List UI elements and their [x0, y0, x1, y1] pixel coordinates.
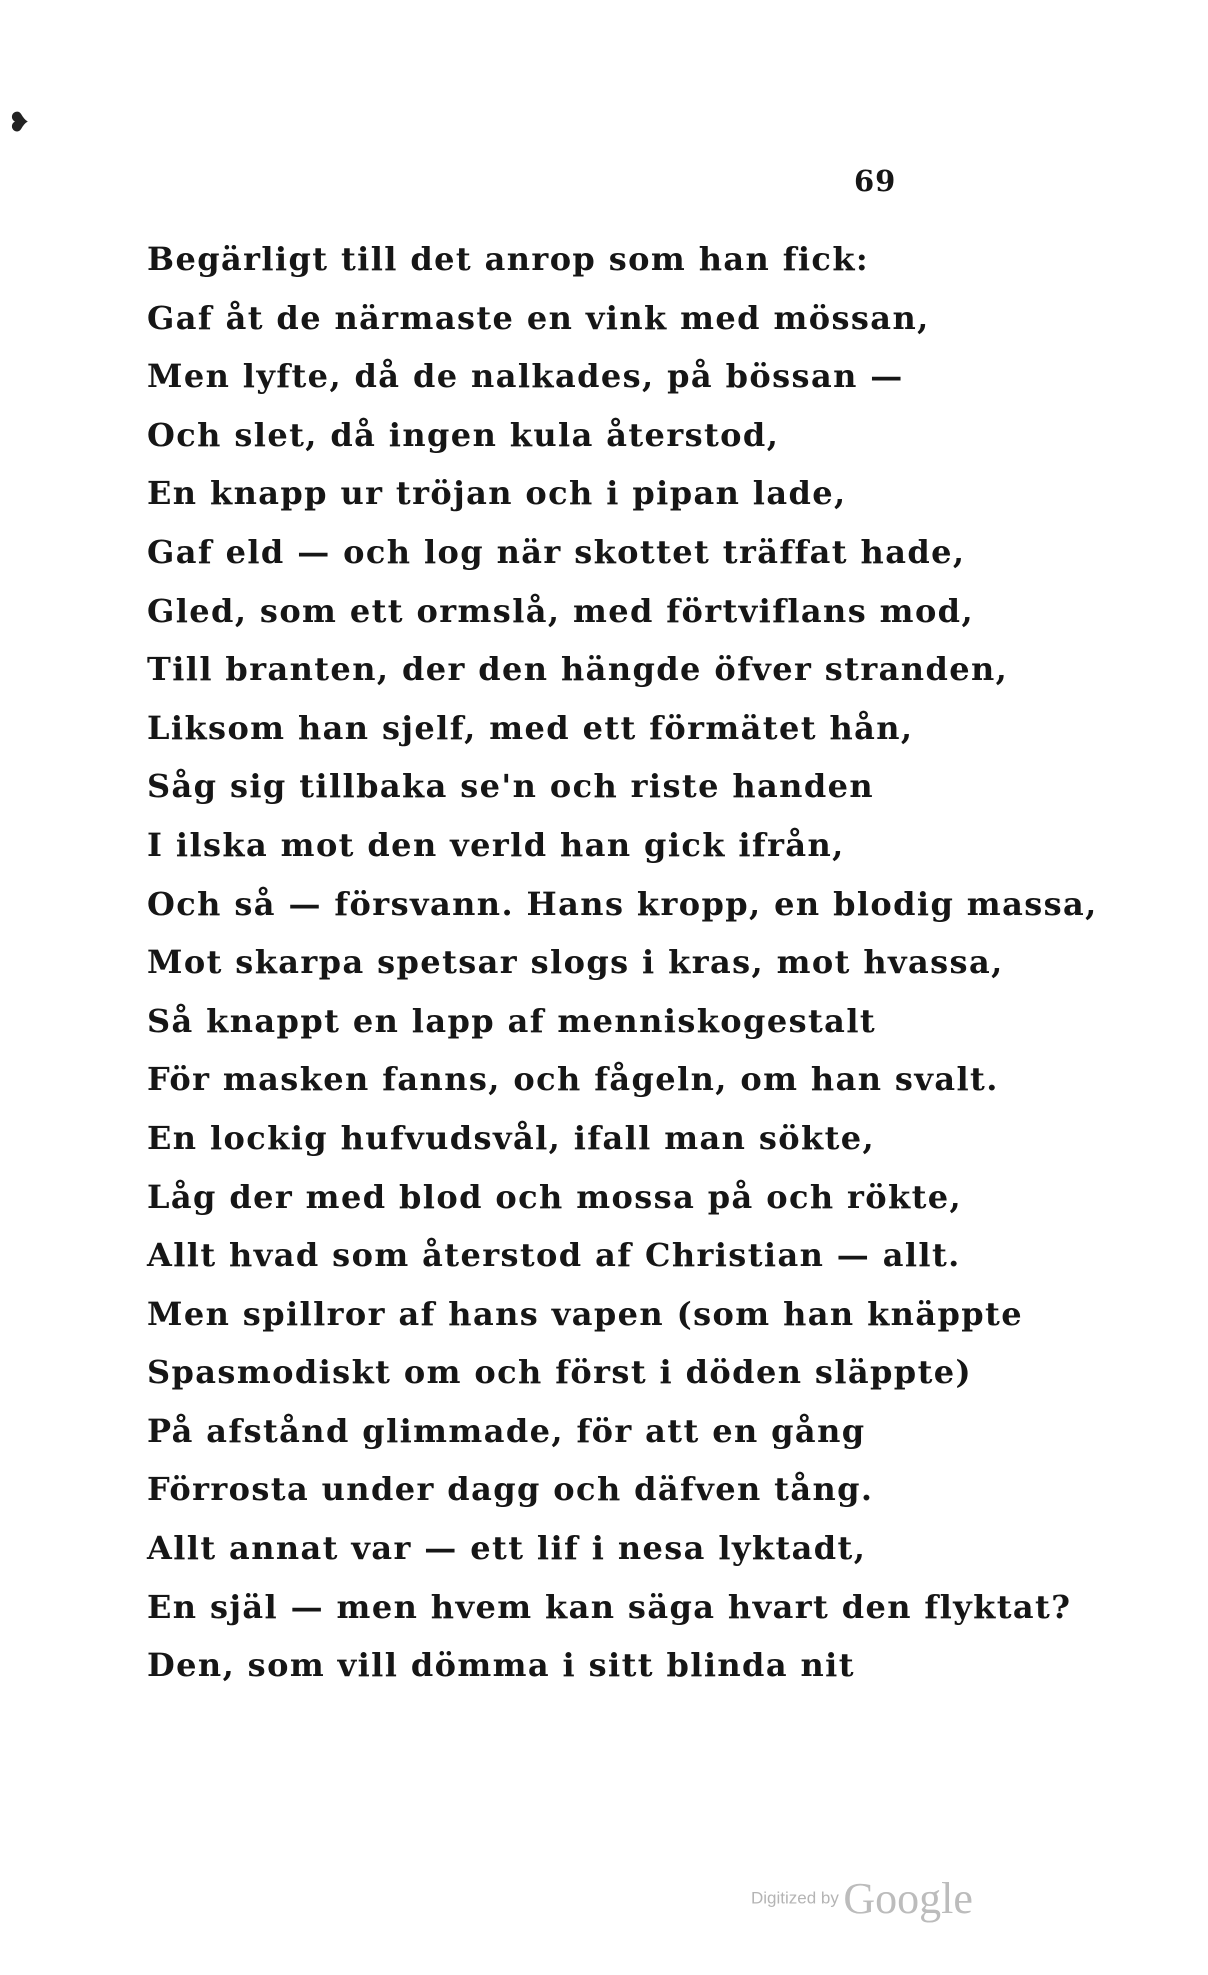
verse-line: Den, som vill dömma i sitt blinda nit: [147, 1646, 855, 1685]
verse-line: Begärligt till det anrop som han fick:: [147, 240, 870, 278]
verse-line: Allt hvad som återstod af Christian — allt.: [147, 1236, 961, 1275]
verse-line: Men lyfte, då de nalkades, på bössan —: [147, 357, 904, 396]
verse-line: I ilska mot den verld han gick ifrån,: [147, 825, 845, 864]
page-number: 69: [854, 164, 897, 198]
verse-line: Förrosta under dagg och däfven tång.: [147, 1470, 874, 1509]
verse-line: En själ — men hvem kan säga hvart den flyktat?: [147, 1587, 1072, 1626]
verse-line: Låg der med blod och mossa på och rökte,: [147, 1177, 963, 1216]
verse-line: Gaf eld — och log när skottet träffat hade,: [147, 532, 966, 571]
verse-line: Gaf åt de närmaste en vink med mössan,: [147, 298, 930, 337]
verse-line: Gled, som ett ormslå, med förtviflans mod,: [147, 591, 975, 630]
verse-line: En lockig hufvudsvål, ifall man sökte,: [147, 1118, 876, 1157]
verse-line: Men spillror af hans vapen (som han knäppte: [147, 1294, 1023, 1333]
digitized-watermark: [751, 1873, 973, 1924]
watermark-prefix: Digitized by: [751, 1888, 839, 1908]
verse-line: En knapp ur tröjan och i pipan lade,: [147, 474, 847, 513]
watermark-brand-logo: Google: [843, 1874, 973, 1923]
verse-line: Och slet, då ingen kula återstod,: [147, 415, 780, 454]
verse-line: Och så — försvann. Hans kropp, en blodig massa,: [147, 884, 1098, 923]
verse-line: Så knappt en lapp af menniskogestalt: [147, 1001, 877, 1040]
poem-text: [147, 230, 1167, 1695]
verse-line: På afstånd glimmade, för att en gång: [147, 1411, 866, 1450]
verse-line: För masken fanns, och fågeln, om han svalt.: [147, 1060, 999, 1099]
verse-line: Allt annat var — ett lif i nesa lyktadt,: [147, 1529, 867, 1568]
verse-line: Till branten, der den hängde öfver stranden,: [147, 650, 1009, 689]
verse-line: Mot skarpa spetsar slogs i kras, mot hvassa,: [147, 943, 1004, 982]
margin-mark: ❥: [8, 108, 30, 138]
verse-line: Spasmodiskt om och först i döden släppte): [147, 1353, 973, 1392]
verse-line: Liksom han sjelf, med ett förmätet hån,: [147, 708, 914, 747]
verse-line: Såg sig tillbaka se'n och riste handen: [147, 767, 875, 806]
